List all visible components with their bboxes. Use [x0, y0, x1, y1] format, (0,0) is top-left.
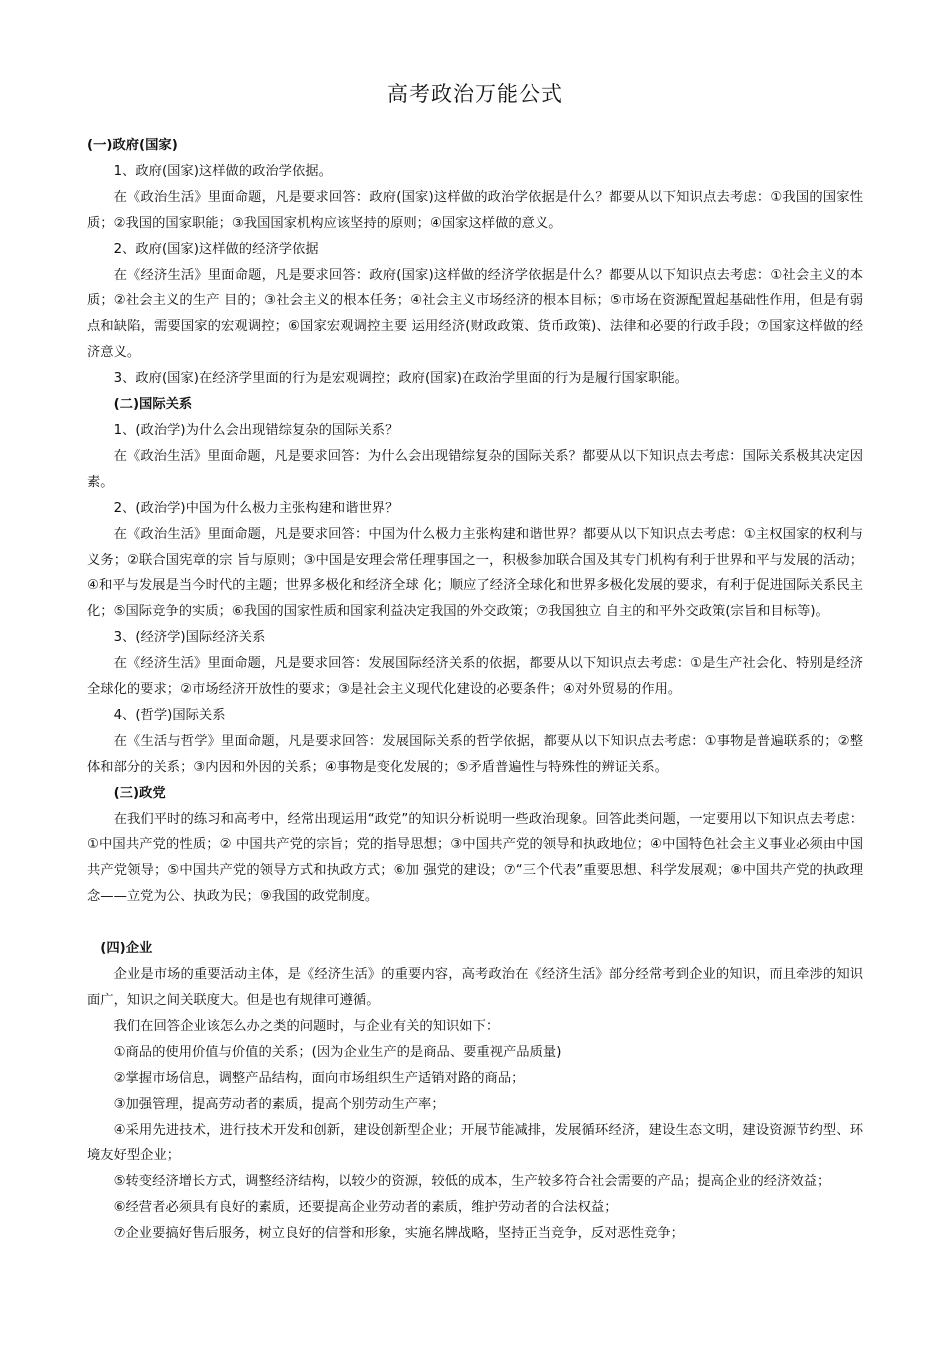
spacer	[87, 910, 863, 936]
question-title: 3、政府(国家)在经济学里面的行为是宏观调控；政府(国家)在政治学里面的行为是履行国家职能。	[113, 371, 688, 387]
list-item: ③加强管理，提高劳动者的素质，提高个别劳动生产率；	[113, 1096, 445, 1112]
section-heading-international: (二)国际关系	[113, 397, 193, 413]
question-body: 在《政治生活》里面命题，凡是要求回答：政府(国家)这样做的政治学依据是什么？都要从以下知识点去考虑：①我国的国家性质；②我国的国家职能；③我国国家机构应该坚持的原则；④国家这样做的意义。	[87, 189, 863, 231]
question-body: 在《政治生活》里面命题，凡是要求回答：中国为什么极力主张构建和谐世界？都要从以下知识点去考虑：①主权国家的权利与义务；②联合国宪章的宗 旨与原则；③中国是安理会常任理事国之一，积极参加联合国及其专门机构有利于世界和平与发展的活动；④和平与发展是当今时代的主题；世界多极化和经济全球 化；顺应了经济全球化和世界多极化发展的要求，有利于促进国际关系民主化；⑤国际竞争的实质；⑥我国的国家性质和国家利益决定我国的外交政策；⑦我国独立 自主的和平外交政策(宗旨和目标等)。	[87, 526, 863, 620]
list-item: ⑥经营者必须具有良好的素质，还要提高企业劳动者的素质，维护劳动者的合法权益；	[113, 1200, 618, 1216]
question-title: 3、(经济学)国际经济关系	[113, 630, 266, 646]
question-body: 在《经济生活》里面命题，凡是要求回答：发展国际经济关系的依据，都要从以下知识点去考虑：①是生产社会化、特别是经济全球化的要求；②市场经济开放性的要求；③是社会主义现代化建设的必要条件；④对外贸易的作用。	[87, 656, 863, 698]
question-title: 1、政府(国家)这样做的政治学依据。	[113, 163, 332, 179]
list-item: ②掌握市场信息，调整产品结构，面向市场组织生产适销对路的商品；	[113, 1070, 525, 1086]
section-heading-party: (三)政党	[113, 785, 166, 801]
question-body: 在《经济生活》里面命题，凡是要求回答：政府(国家)这样做的经济学依据是什么？都要从以下知识点去考虑：①社会主义的本质；②社会主义的生产 目的；③社会主义的根本任务；④社会主义市场经济的根本目标；⑤市场在资源配置起基础性作用，但是有弱点和缺陷，需要国家的宏观调控；⑥国家宏观调控主要 运用经济(财政政策、货币政策)、法律和必要的行政手段；⑦国家这样做的经济意义。	[87, 267, 863, 361]
page-title: 高考政治万能公式	[387, 82, 563, 106]
question-title: 4、(哲学)国际关系	[113, 707, 226, 723]
section-lead: 我们在回答企业该怎么办之类的问题时，与企业有关的知识如下：	[113, 1018, 500, 1034]
list-item: ④采用先进技术，进行技术开发和创新，建设创新型企业；开展节能减排，发展循环经济，建设生态文明，建设资源节约型、环境友好型企业；	[87, 1122, 863, 1164]
question-title: 1、(政治学)为什么会出现错综复杂的国际关系？	[113, 422, 399, 438]
question-body: 在《政治生活》里面命题，凡是要求回答：为什么会出现错综复杂的国际关系？都要从以下知识点去考虑：国际关系极其决定因素。	[87, 448, 863, 490]
list-item: ①商品的使用价值与价值的关系；(因为企业生产的是商品、要重视产品质量)	[113, 1044, 562, 1060]
question-title: 2、(政治学)中国为什么极力主张构建和谐世界？	[113, 500, 399, 516]
section-heading-government: (一)政府(国家)	[87, 138, 178, 153]
question-title: 2、政府(国家)这样做的经济学依据	[113, 241, 319, 257]
section-intro: 企业是市场的重要活动主体，是《经济生活》的重要内容，高考政治在《经济生活》部分经常考到企业的知识，而且牵涉的知识面广，知识之间关联度大。但是也有规律可遵循。	[87, 967, 863, 1008]
section-heading-enterprise: (四)企业	[100, 941, 153, 957]
list-item: ⑦企业要搞好售后服务，树立良好的信誉和形象，实施名牌战略，坚持正当竞争，反对恶性竞争；	[113, 1226, 684, 1242]
question-body: 在《生活与哲学》里面命题，凡是要求回答：发展国际关系的哲学依据，都要从以下知识点去考虑：①事物是普遍联系的；②整体和部分的关系；③内因和外因的关系；④事物是变化发展的；⑤矛盾普遍性与特殊性的辨证关系。	[87, 733, 863, 775]
section-body: 在我们平时的练习和高考中，经常出现运用“政党”的知识分析说明一些政治现象。回答此类问题，一定要用以下知识点去考虑：①中国共产党的性质；② 中国共产党的宗旨；党的指导思想；③中国共产党的领导和执政地位；④中国特色社会主义事业必须由中国共产党领导；⑤中国共产党的领导方式和执政方式；⑥加 强党的建设；⑦“三个代表”重要思想、科学发展观；⑧中国共产党的执政理念——立党为公、执政为民；⑨我国的政党制度。	[87, 811, 863, 905]
document-page	[87, 78, 863, 1247]
list-item: ⑤转变经济增长方式，调整经济结构，以较少的资源，较低的成本，生产较多符合社会需要的产品；提高企业的经济效益；	[113, 1174, 831, 1190]
